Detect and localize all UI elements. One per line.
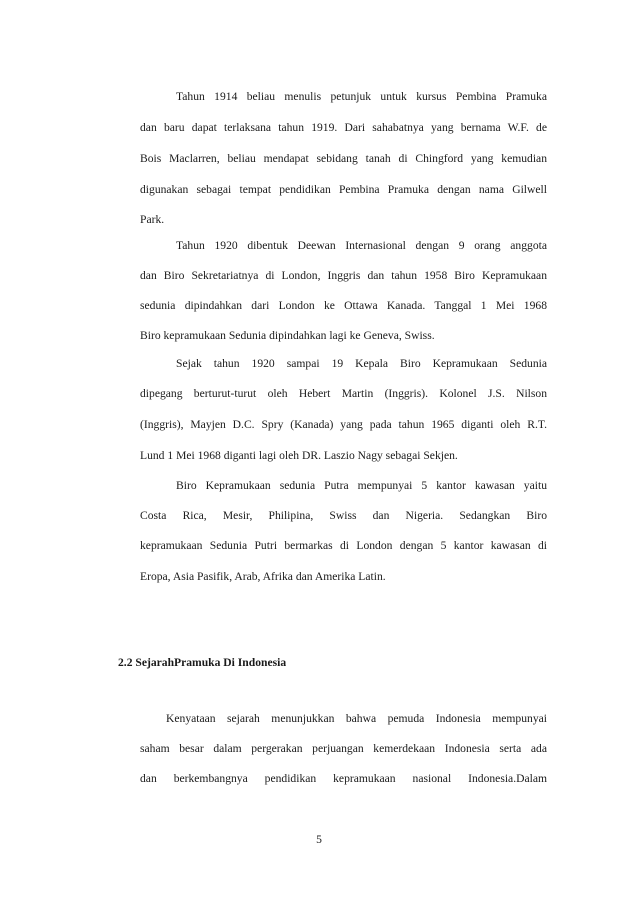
text-line: Lund 1 Mei 1968 diganti lagi oleh DR. Laszio Nagy sebagai Sekjen. — [140, 449, 458, 462]
text-line: Eropa, Asia Pasifik, Arab, Afrika dan Amerika Latin. — [140, 570, 386, 583]
text-line: kepramukaan Sedunia Putri bermarkas di London dengan 5 kantor kawasan di — [140, 539, 547, 552]
text-line: saham besar dalam pergerakan perjuangan kemerdekaan Indonesia serta ada — [140, 742, 547, 755]
text-line: Sejak tahun 1920 sampai 19 Kepala Biro Kepramukaan Sedunia — [176, 357, 547, 370]
text-line: Tahun 1920 dibentuk Deewan Internasional dengan 9 orang anggota — [176, 239, 547, 252]
text-line: dipegang berturut-turut oleh Hebert Martin (Inggris). Kolonel J.S. Nilson — [140, 387, 547, 400]
text-line: (Inggris), Mayjen D.C. Spry (Kanada) yang pada tahun 1965 diganti oleh R.T. — [140, 418, 547, 431]
text-line: Biro Kepramukaan sedunia Putra mempunyai 5 kantor kawasan yaitu — [176, 479, 547, 492]
text-line: Biro kepramukaan Sedunia dipindahkan lagi ke Geneva, Swiss. — [140, 329, 435, 342]
page-number: 5 — [316, 833, 322, 846]
text-line: dan berkembangnya pendidikan kepramukaan nasional Indonesia.Dalam — [140, 772, 547, 785]
text-line: Park. — [140, 213, 165, 226]
text-line: dan baru dapat terlaksana tahun 1919. Dari sahabatnya yang bernama W.F. de — [140, 121, 547, 134]
text-line: digunakan sebagai tempat pendidikan Pembina Pramuka dengan nama Gilwell — [140, 183, 547, 196]
text-line: dan Biro Sekretariatnya di London, Inggris dan tahun 1958 Biro Kepramukaan — [140, 269, 547, 282]
text-line: Bois Maclarren, beliau mendapat sebidang tanah di Chingford yang kemudian — [140, 152, 547, 165]
text-line: sedunia dipindahkan dari London ke Ottawa Kanada. Tanggal 1 Mei 1968 — [140, 299, 547, 312]
text-line: Costa Rica, Mesir, Philipina, Swiss dan Nigeria. Sedangkan Biro — [140, 509, 547, 522]
text-line: Kenyataan sejarah menunjukkan bahwa pemuda Indonesia mempunyai — [166, 712, 547, 725]
text-line: Tahun 1914 beliau menulis petunjuk untuk kursus Pembina Pramuka — [176, 90, 547, 103]
section-heading: 2.2 SejarahPramuka Di Indonesia — [118, 656, 287, 669]
